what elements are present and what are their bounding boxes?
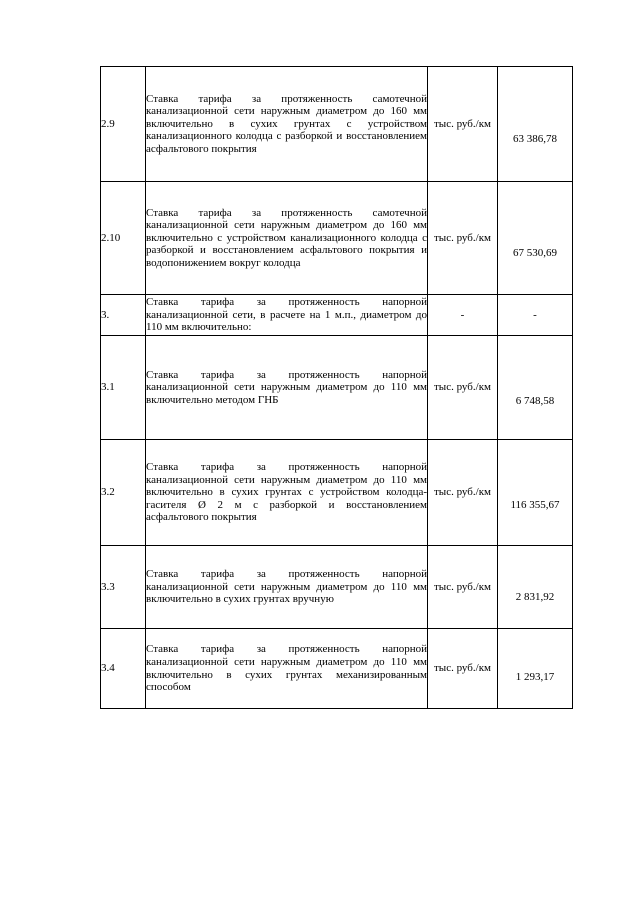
row-value: 67 530,69 <box>498 182 573 295</box>
row-number: 3.2 <box>101 440 146 546</box>
row-description: Ставка тарифа за протяженность самотечной канализационной сети наружным диаметром до 160 мм включительно в сухих грунтах с устройством канализационного колодца с разборкой и восстановлением асфальтового покрытия <box>146 67 428 182</box>
row-unit: тыс. руб./км <box>428 546 498 629</box>
row-value: 116 355,67 <box>498 440 573 546</box>
row-value: - <box>498 295 573 336</box>
row-value: 1 293,17 <box>498 629 573 709</box>
row-unit: тыс. руб./км <box>428 440 498 546</box>
table-row <box>101 336 573 440</box>
row-value: 2 831,92 <box>498 546 573 629</box>
row-description: Ставка тарифа за протяженность напорной канализационной сети наружным диаметром до 110 мм включительно в сухих грунтах вручную <box>146 546 428 629</box>
row-description: Ставка тарифа за протяженность напорной канализационной сети наружным диаметром до 110 мм включительно в сухих грунтах механизированным способом <box>146 629 428 709</box>
row-number: 3.1 <box>101 336 146 440</box>
row-number: 2.9 <box>101 67 146 182</box>
table-row <box>101 295 573 336</box>
row-number: 3.4 <box>101 629 146 709</box>
row-unit: тыс. руб./км <box>428 67 498 182</box>
row-value: 63 386,78 <box>498 67 573 182</box>
row-number: 3.3 <box>101 546 146 629</box>
row-description: Ставка тарифа за протяженность напорной канализационной сети, в расчете на 1 м.п., диаметром до 110 мм включительно: <box>146 295 428 336</box>
row-unit: - <box>428 295 498 336</box>
table-row <box>101 182 573 295</box>
table-row <box>101 67 573 182</box>
row-number: 3. <box>101 295 146 336</box>
tariff-table <box>100 66 573 709</box>
table-row <box>101 546 573 629</box>
row-description: Ставка тарифа за протяженность напорной канализационной сети наружным диаметром до 110 мм включительно методом ГНБ <box>146 336 428 440</box>
row-value: 6 748,58 <box>498 336 573 440</box>
row-unit: тыс. руб./км <box>428 182 498 295</box>
row-number: 2.10 <box>101 182 146 295</box>
row-description: Ставка тарифа за протяженность напорной канализационной сети наружным диаметром до 110 мм включительно в сухих грунтах с устройством колодца-гасителя Ø 2 м с разборкой и восстановлением асфальтового покрытия <box>146 440 428 546</box>
table-row <box>101 629 573 709</box>
table-row <box>101 440 573 546</box>
row-description: Ставка тарифа за протяженность самотечной канализационной сети наружным диаметром до 160 мм включительно с устройством канализационного колодца с разборкой и восстановлением асфальтового покрытия и водопонижением вокруг колодца <box>146 182 428 295</box>
row-unit: тыс. руб./км <box>428 629 498 709</box>
row-unit: тыс. руб./км <box>428 336 498 440</box>
